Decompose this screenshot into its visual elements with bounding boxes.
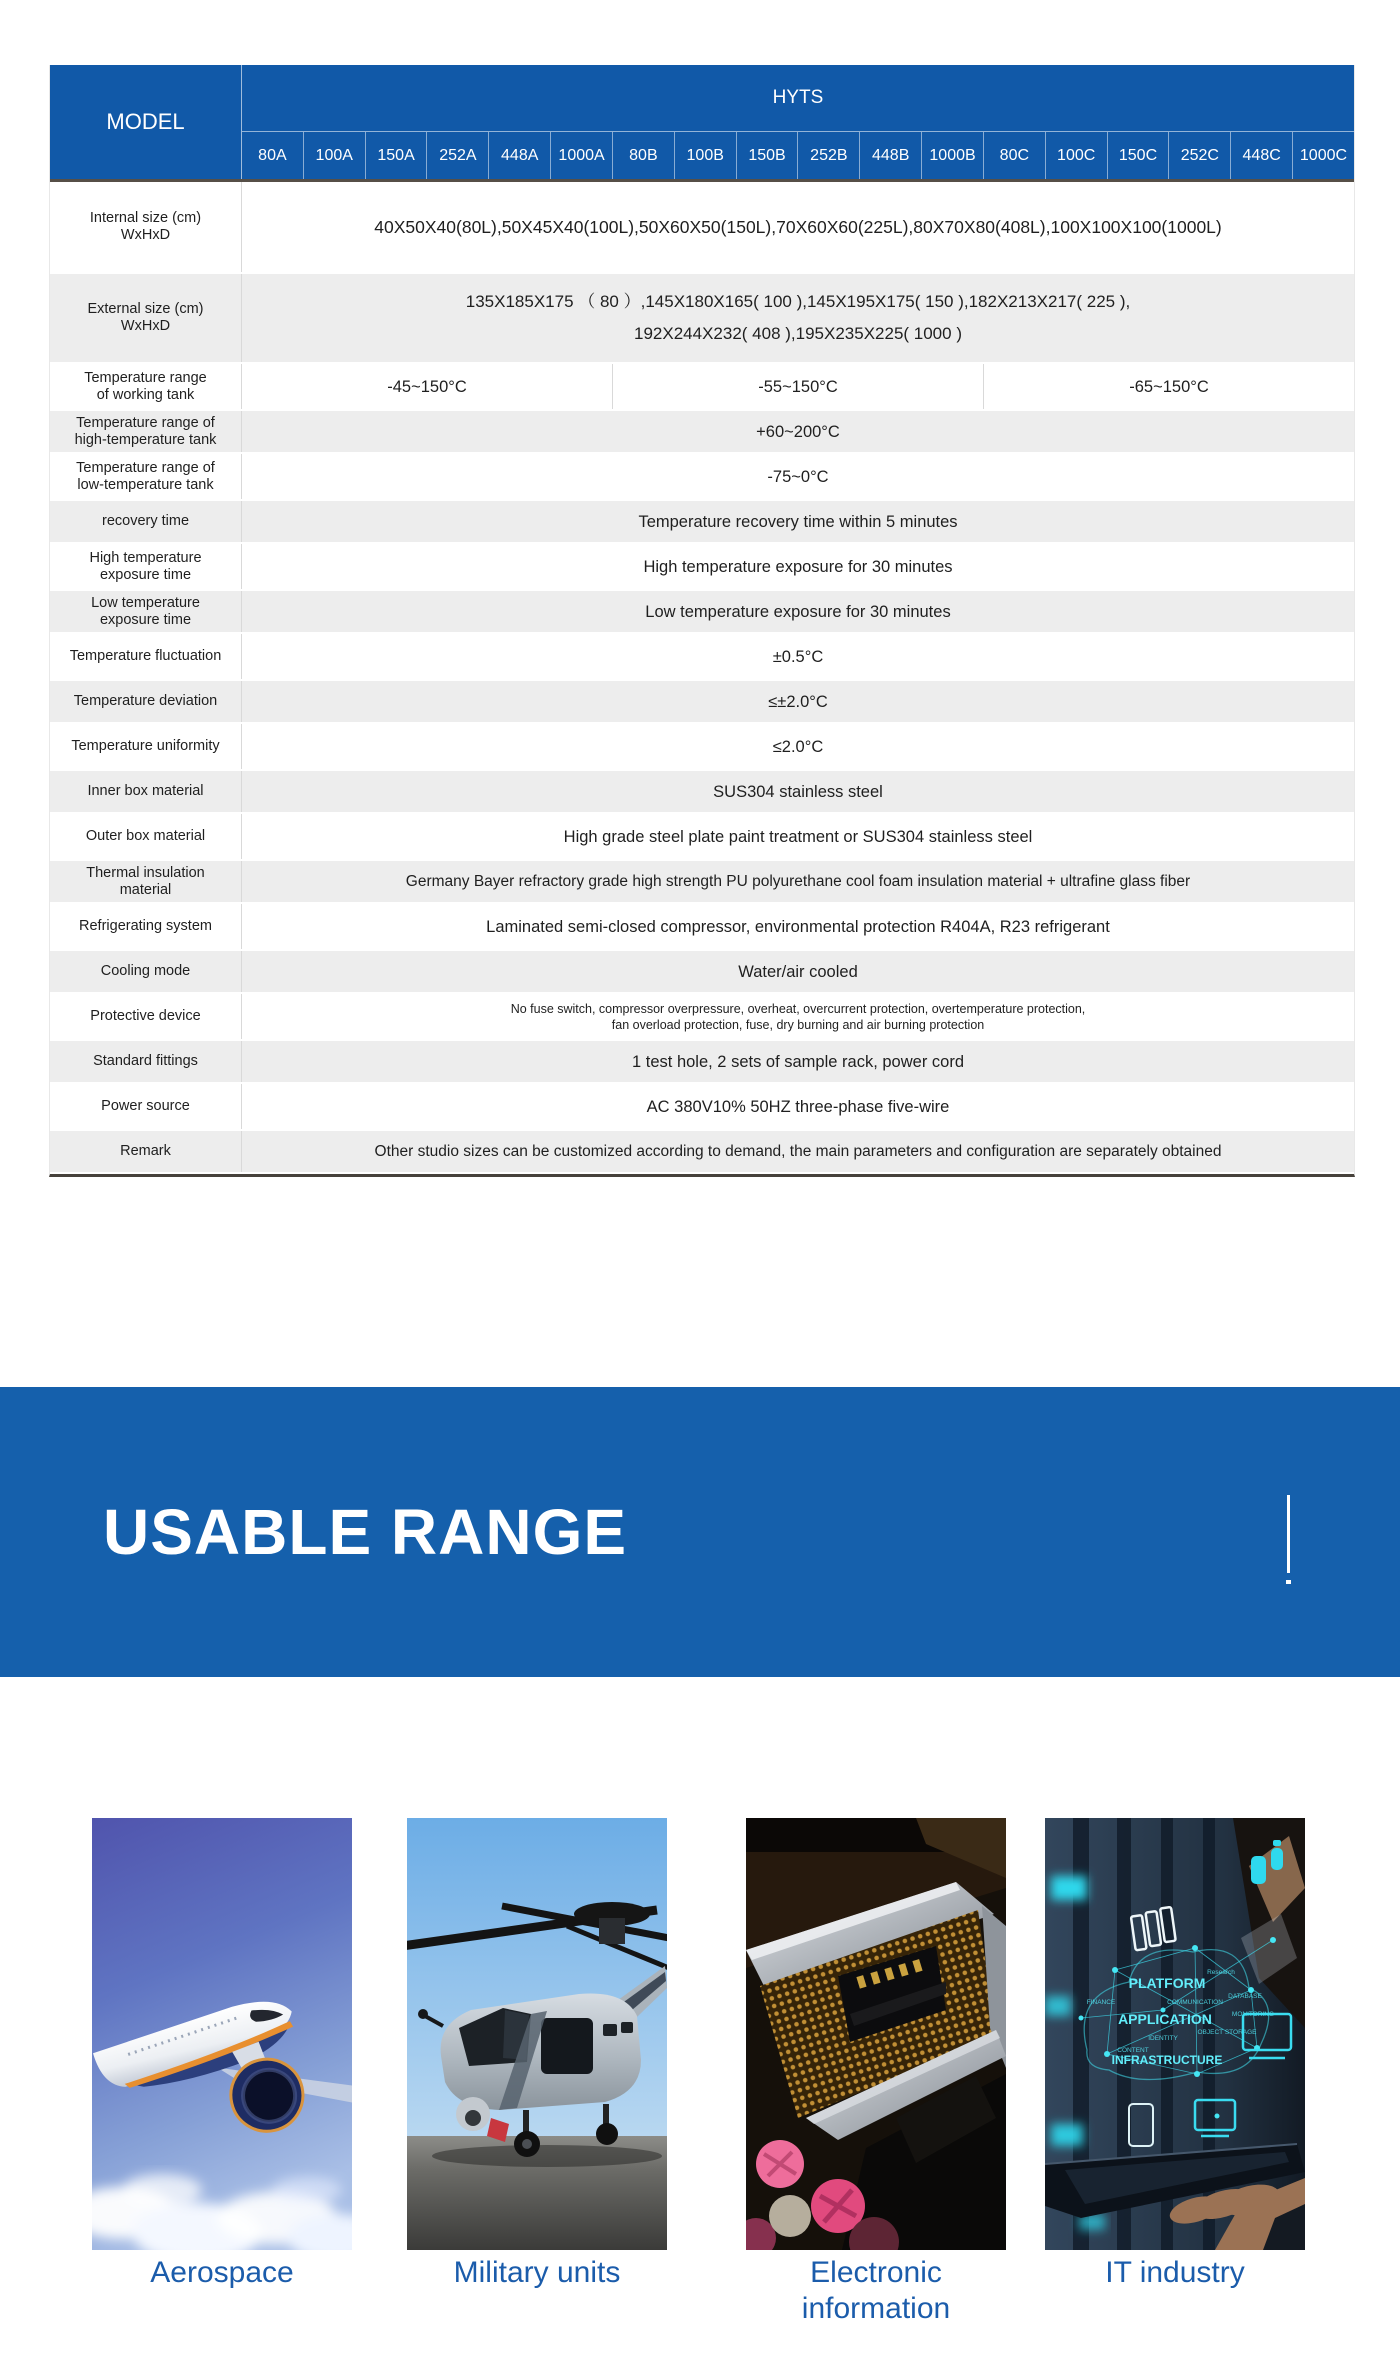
spec-row-remark [50,1129,1354,1174]
spec-value: Germany Bayer refractory grade high strength PU polyurethane cool foam insulation material + ultrafine glass fiber [405,872,1191,890]
spec-row-low-temp-exposure [50,589,1354,634]
military-photo [407,1818,667,2250]
series-name-cell: HYTS [242,65,1354,132]
spec-value: ≤2.0°C [772,737,824,756]
spec-label: Outer box material [50,814,242,859]
spec-row-external-size [50,272,1354,364]
model-cell: 1000C [1299,146,1348,164]
spec-value-a: -45~150°C [242,364,613,409]
spec-value: AC 380V10% 50HZ three-phase five-wire [646,1097,950,1116]
model-cell: 448C [1231,132,1293,179]
model-cell: 448A [489,132,551,179]
usable-range-banner [0,1387,1400,1677]
spec-label: Thermal insulation material [50,861,242,902]
spec-value: High grade steel plate paint treatment or SUS304 stainless steel [563,827,1033,846]
spec-row-cooling-mode [50,949,1354,994]
model-cell: 80A [242,132,304,179]
banner-divider-line [1287,1495,1290,1573]
model-cell: 448B [860,132,922,179]
hologram-label: COMMUNICATION [1167,1999,1223,2006]
spec-table [49,65,1355,1177]
spec-value: SUS304 stainless steel [713,782,883,801]
model-cell: 150A [366,132,428,179]
spec-value: High temperature exposure for 30 minutes [643,557,953,576]
caption-it-industry: IT industry [1105,2256,1245,2289]
model-header-cell: MODEL [50,65,242,179]
model-cell: 100C [1046,132,1108,179]
hologram-label: FINANCE [1086,1999,1116,2006]
spec-row-standard-fittings [50,1039,1354,1084]
model-cell: 80C [984,132,1046,179]
spec-row-internal-size [50,182,1354,272]
spec-value: 1 test hole, 2 sets of sample rack, power cord [632,1052,964,1071]
spec-row-temperature-uniformity [50,724,1354,769]
spec-label: Protective device [50,994,242,1039]
spec-row-working-tank-range [50,364,1354,409]
spec-row-inner-box-material [50,769,1354,814]
helicopter-illustration [407,1818,667,2250]
spec-row-high-temp-exposure [50,544,1354,589]
electronic-photo [746,1818,1006,2250]
spec-row-temperature-deviation [50,679,1354,724]
spec-label: Temperature range of working tank [50,364,242,409]
spec-label: High temperature exposure time [50,544,242,589]
spec-row-thermal-insulation [50,859,1354,904]
spec-value: Water/air cooled [738,962,858,981]
spec-label: Standard fittings [50,1041,242,1082]
spec-label: Temperature fluctuation [50,634,242,679]
spec-label: Internal size (cm) WxHxD [50,182,242,272]
spec-value: 40X50X40(80L),50X45X40(100L),50X60X50(150L),70X60X60(225L),80X70X80(408L),100X100X100(1000L) [374,217,1222,237]
model-cell: 252B [798,132,860,179]
model-cell: 1000A [551,132,613,179]
model-number-row [242,132,1354,179]
banner-divider-dot [1286,1580,1291,1584]
banner-title: USABLE RANGE [103,1496,628,1568]
spec-value: Temperature recovery time within 5 minutes [638,512,958,531]
spec-row-refrigerating-system [50,904,1354,949]
spec-value: ±0.5°C [772,647,824,666]
usable-range-gallery [0,1677,1400,2375]
spec-value-b: -55~150°C [613,364,984,409]
caption-electronic-information: Electronic information [801,2256,951,2325]
hologram-label: OBJECT STORAGE [1197,2029,1257,2036]
spec-value: +60~200°C [756,422,840,441]
spec-row-temperature-fluctuation [50,634,1354,679]
spec-label: External size (cm) WxHxD [50,274,242,362]
spec-label: Temperature uniformity [50,724,242,769]
model-cell: 100B [675,132,737,179]
hologram-label: INFRASTRUCTURE [1111,2053,1223,2067]
model-cell: 100A [304,132,366,179]
airplane-illustration [92,1818,352,2250]
spec-label: Refrigerating system [50,904,242,949]
hologram-label: APPLICATION [1118,2011,1212,2027]
model-cell: 252C [1169,132,1231,179]
hologram-label: MONITORING [1231,2011,1275,2018]
spec-value: Low temperature exposure for 30 minutes [645,602,951,621]
spec-row-outer-box-material [50,814,1354,859]
spec-value: No fuse switch, compressor overpressure, overheat, overcurrent protection, overtemperature protection, fan overload protection, fuse, dry burning and air burning protection [510,1001,1086,1032]
circuit-board-illustration [746,1818,1006,2250]
spec-value: Laminated semi-closed compressor, environmental protection R404A, R23 refrigerant [486,917,1110,936]
spec-row-low-temp-tank-range [50,454,1354,499]
model-cell: 1000B [922,132,984,179]
spec-label: Cooling mode [50,951,242,992]
model-cell: 252A [427,132,489,179]
spec-value: ≤±2.0°C [768,692,828,711]
hologram-label: IDENTITY [1148,2035,1178,2042]
spec-label: Inner box material [50,771,242,812]
spec-value: 135X185X175 （ 80 ）,145X180X165( 100 ),145X195X175( 150 ),182X213X217( 225 ), 192X244X232( 408 ),195X235X225( 1000 ) [465,292,1131,343]
series-header-area [242,65,1354,179]
aerospace-photo [92,1818,352,2250]
spec-row-power-source [50,1084,1354,1129]
hologram-label: Research [1207,1969,1235,1976]
model-cell: 80B [613,132,675,179]
spec-value-c: -65~150°C [1129,377,1209,396]
caption-military-units: Military units [453,2256,621,2289]
spec-row-high-temp-tank-range [50,409,1354,454]
spec-label: Power source [50,1084,242,1129]
spec-label: Low temperature exposure time [50,591,242,632]
spec-label: Temperature deviation [50,681,242,722]
spec-label: Temperature range of low-temperature tank [50,454,242,499]
it-photo [1045,1818,1305,2250]
spec-label: recovery time [50,501,242,542]
spec-table-header [50,65,1354,182]
model-cell: 150B [737,132,799,179]
spec-row-recovery-time [50,499,1354,544]
hologram-label: DATABASE [1228,1993,1262,2000]
spec-label: Remark [50,1131,242,1172]
model-cell: 150C [1108,132,1170,179]
spec-value: -75~0°C [767,467,829,486]
spec-label: Temperature range of high-temperature tank [50,411,242,452]
caption-aerospace: Aerospace [150,2256,294,2289]
spec-row-protective-device [50,994,1354,1039]
it-hologram-illustration [1045,1818,1305,2250]
spec-value: Other studio sizes can be customized according to demand, the main parameters and configuration are separately obtained [374,1142,1222,1160]
hologram-label: PLATFORM [1128,1975,1206,1991]
hologram-label: CONTENT [1117,2047,1149,2054]
